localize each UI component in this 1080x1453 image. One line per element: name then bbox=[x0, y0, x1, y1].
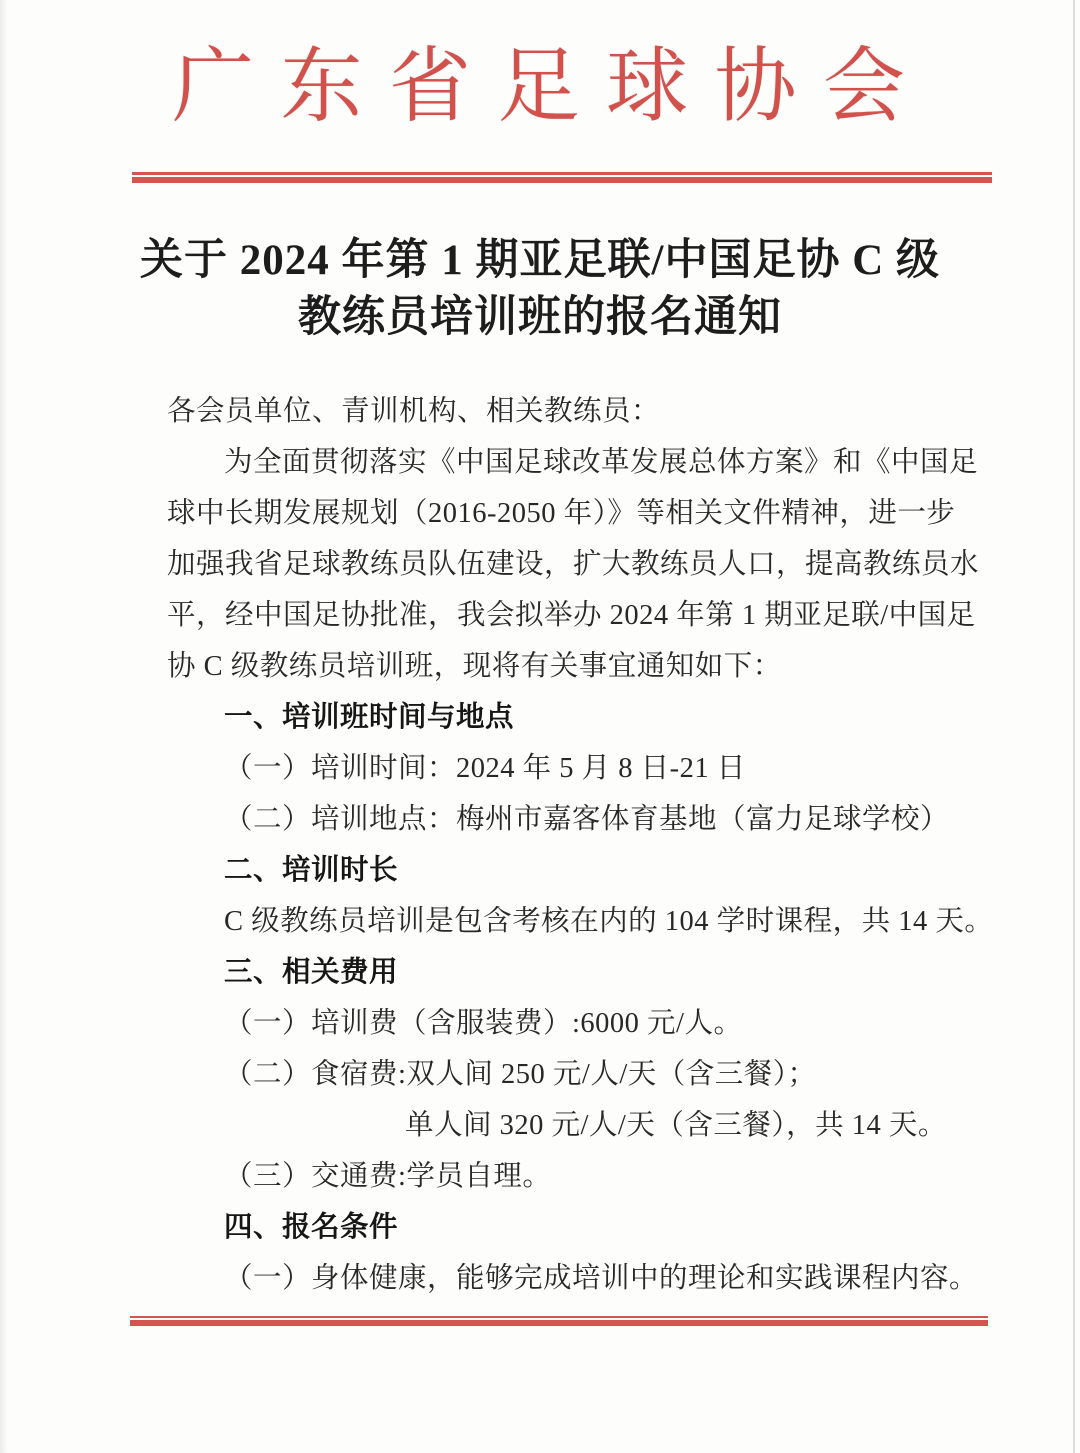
section-heading-duration: 二、培训时长 bbox=[224, 855, 399, 886]
notice-title bbox=[0, 232, 1080, 346]
body-line: 球中长期发展规划（2016-2050 年）》等相关文件精神，进一步 bbox=[167, 498, 956, 529]
footer-divider-thick-line bbox=[130, 1320, 988, 1326]
divider-thick-line bbox=[132, 177, 992, 183]
divider-thin-line bbox=[132, 172, 992, 175]
item-health-requirement: （一）身体健康，能够完成培训中的理论和实践课程内容。 bbox=[224, 1263, 979, 1294]
notice-title-line1: 关于 2024 年第 1 期亚足联/中国足协 C 级 bbox=[140, 237, 940, 284]
body-line: 协 C 级教练员培训班，现将有关事宜通知如下： bbox=[167, 651, 782, 682]
body-line: 为全面贯彻落实《中国足球改革发展总体方案》和《中国足 bbox=[224, 447, 979, 478]
letterhead-divider bbox=[132, 172, 992, 183]
body-line: 平，经中国足协批准，我会拟举办 2024 年第 1 期亚足联/中国足 bbox=[167, 600, 976, 631]
section-heading-time-location: 一、培训班时间与地点 bbox=[224, 702, 515, 733]
item-training-fee: （一）培训费（含服装费）:6000 元/人。 bbox=[224, 1008, 743, 1039]
section-heading-requirements: 四、报名条件 bbox=[224, 1212, 399, 1243]
item-transport-fee: （三）交通费:学员自理。 bbox=[224, 1161, 552, 1192]
footer-divider-thin-line bbox=[130, 1316, 988, 1318]
notice-body bbox=[167, 386, 994, 1304]
body-line: 加强我省足球教练员队伍建设，扩大教练员人口，提高教练员水 bbox=[167, 549, 980, 580]
footer-divider bbox=[130, 1316, 988, 1326]
item-training-location: （二）培训地点：梅州市嘉客体育基地（富力足球学校） bbox=[224, 804, 950, 835]
notice-title-line2: 教练员培训班的报名通知 bbox=[298, 294, 782, 341]
item-training-time: （一）培训时间：2024 年 5 月 8 日-21 日 bbox=[224, 753, 746, 784]
section-heading-fees: 三、相关费用 bbox=[224, 957, 399, 988]
letterhead-org-name: 广 东 省 足 球 协 会 bbox=[171, 41, 908, 132]
item-board-fee-double: （二）食宿费:双人间 250 元/人/天（含三餐）； bbox=[224, 1059, 817, 1090]
salutation-line: 各会员单位、青训机构、相关教练员： bbox=[167, 396, 661, 427]
item-board-fee-single: 单人间 320 元/人/天（含三餐），共 14 天。 bbox=[405, 1110, 947, 1141]
item-duration-detail: C 级教练员培训是包含考核在内的 104 学时课程，共 14 天。 bbox=[224, 906, 994, 937]
